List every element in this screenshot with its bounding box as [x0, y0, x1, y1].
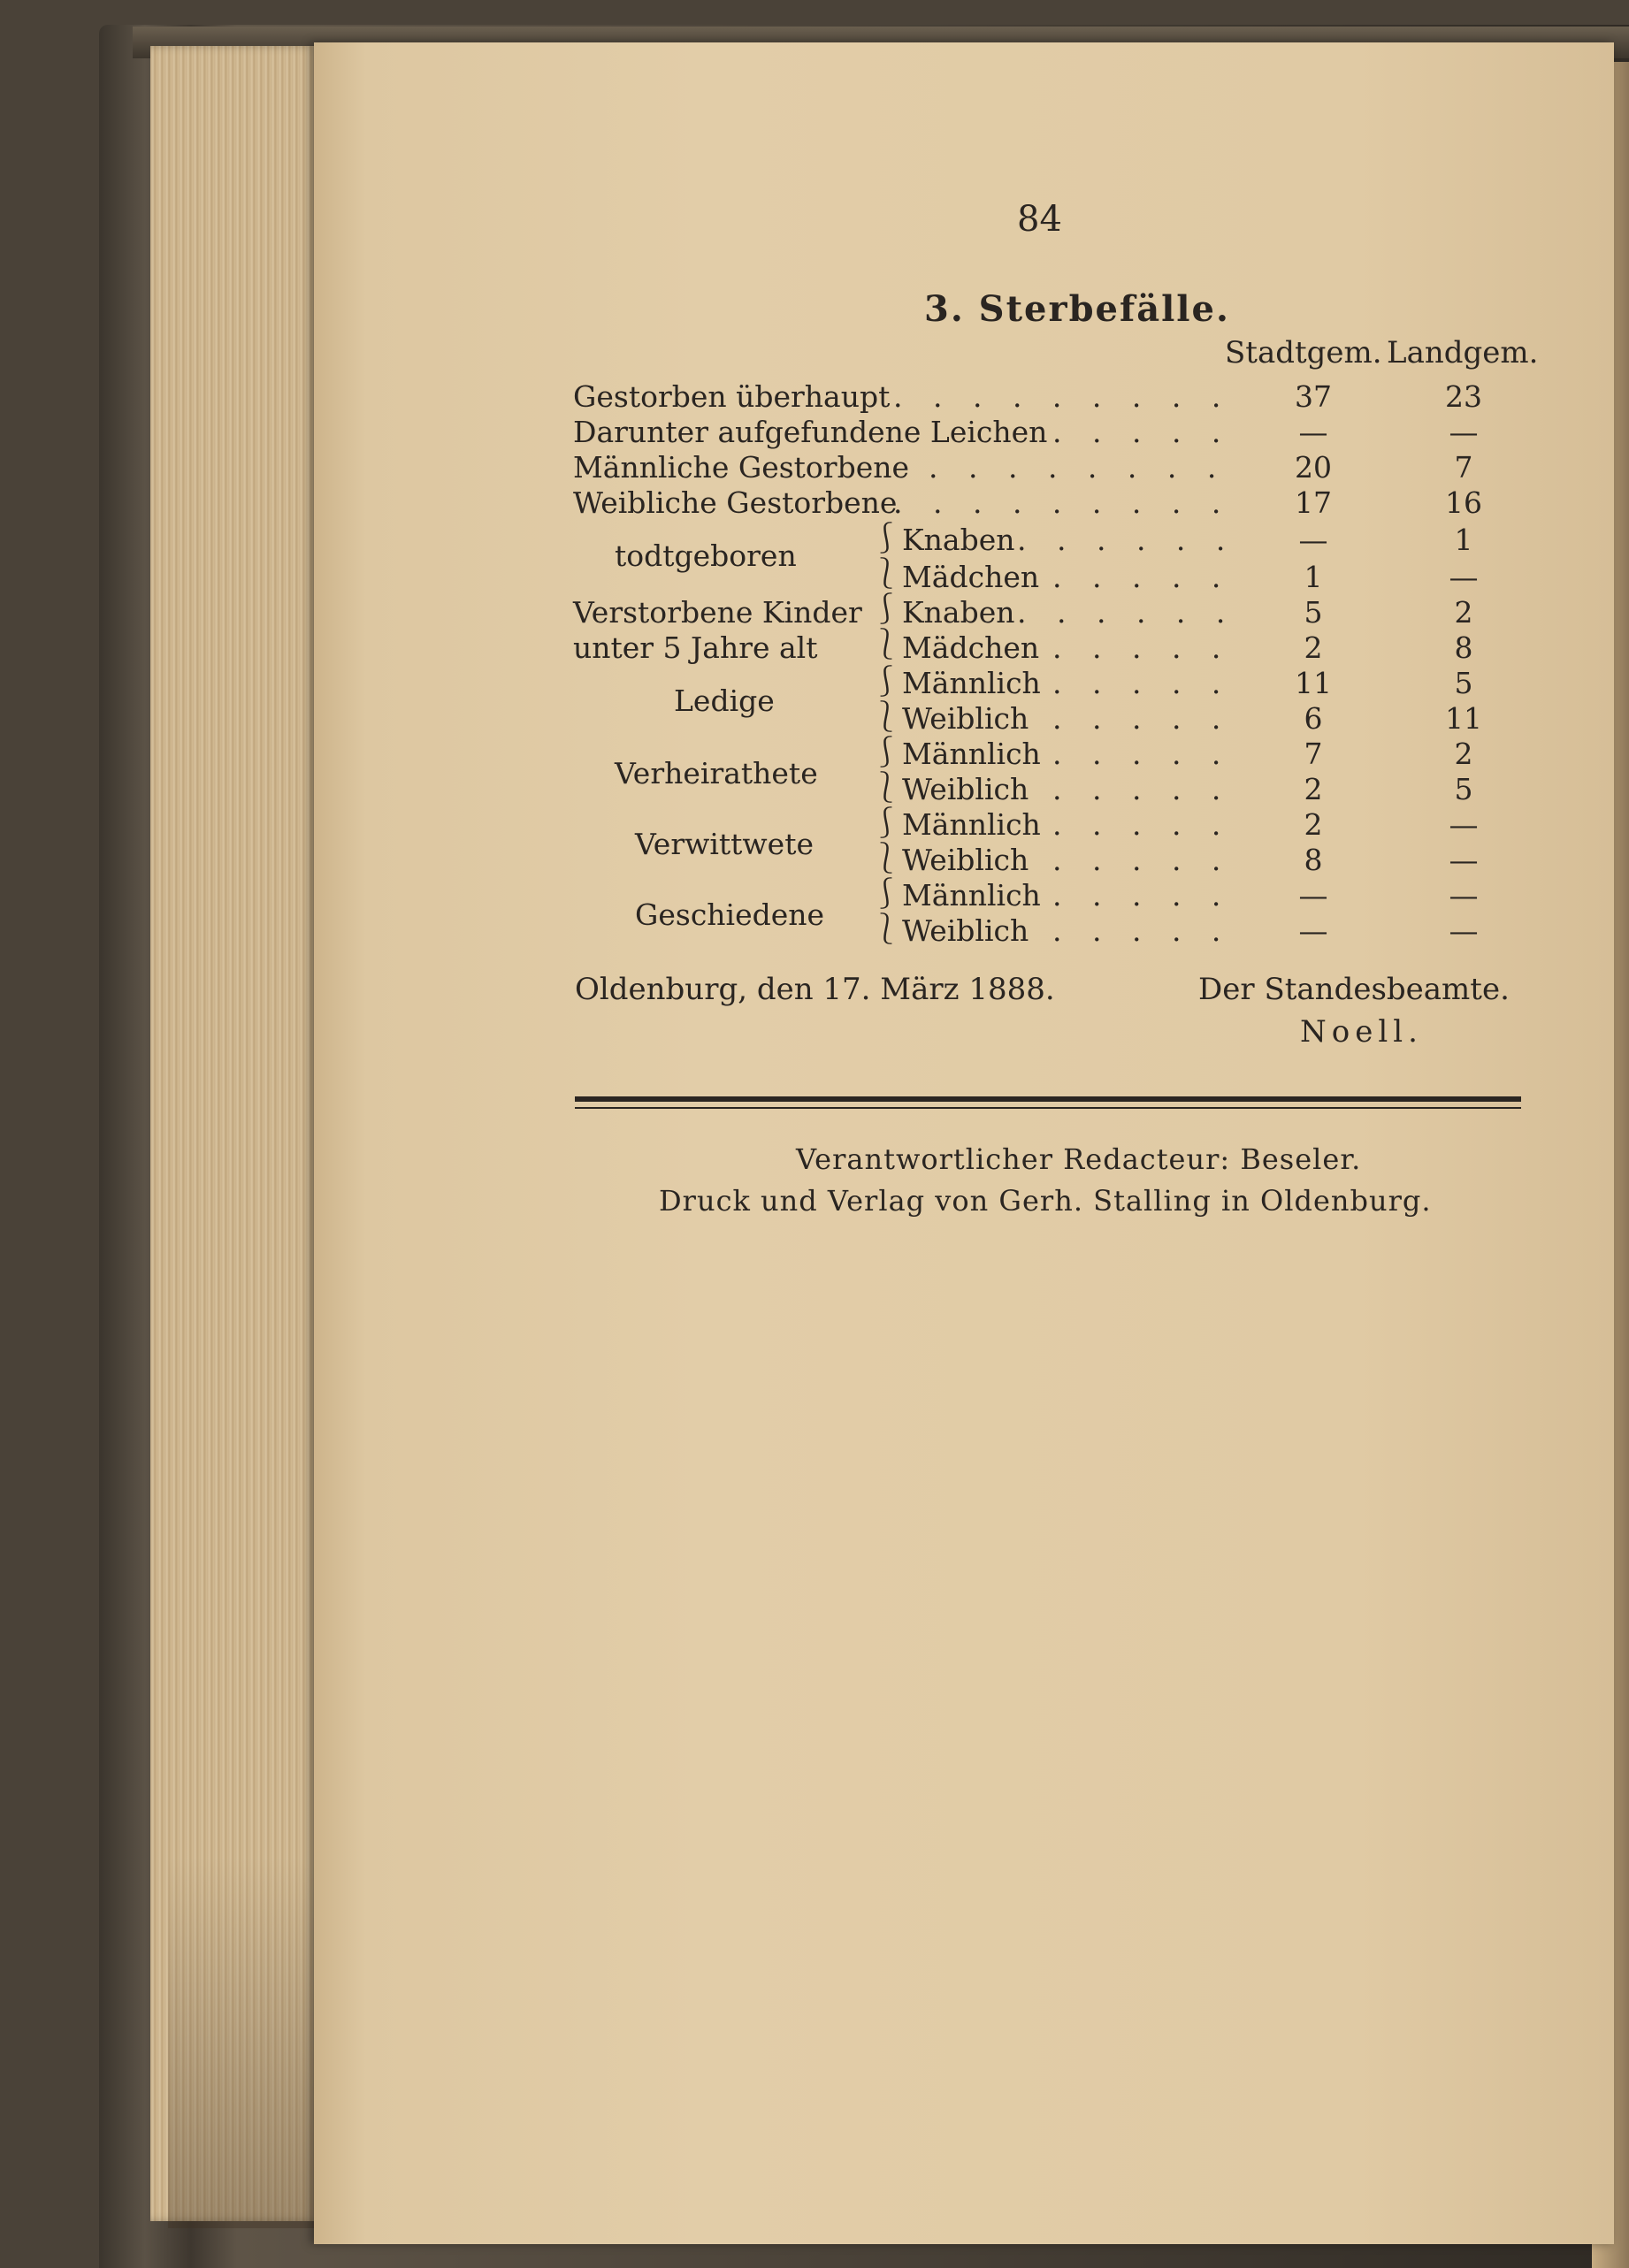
sub-label: Männlich: [902, 666, 1041, 700]
row-label: Weibliche Gestorbene: [573, 485, 898, 520]
stadt-value: 2: [1304, 630, 1323, 665]
page-number: 84: [1017, 199, 1062, 240]
land-value: 16: [1445, 485, 1482, 520]
sub-label: Männlich: [902, 807, 1041, 842]
sub-label: Weiblich: [902, 913, 1029, 948]
leader-dots: . . . . .: [1052, 772, 1232, 806]
land-value: —: [1449, 913, 1479, 948]
land-value: 5: [1454, 666, 1473, 700]
leader-dots: . . . . . .: [1017, 523, 1236, 557]
footer-printer: Druck und Verlag von Gerh. Stalling in Oldenburg.: [659, 1184, 1432, 1218]
brace-bottom: ⎱: [871, 556, 901, 592]
leader-dots: . . . . .: [1052, 560, 1232, 594]
land-value: 8: [1454, 630, 1473, 665]
land-value: 11: [1445, 701, 1482, 736]
stadt-value: 6: [1304, 701, 1323, 736]
group-label: Verheirathete: [615, 756, 818, 790]
footer-editor: Verantwortlicher Redacteur: Beseler.: [796, 1142, 1362, 1176]
stadt-value: —: [1298, 913, 1328, 948]
stadt-value: 2: [1304, 772, 1323, 806]
land-value: —: [1449, 843, 1479, 877]
leader-dots: . . . . . . . . .: [893, 485, 1232, 520]
stadt-value: —: [1298, 878, 1328, 913]
brace-bottom: ⎱: [871, 912, 901, 947]
land-value: 2: [1454, 595, 1473, 630]
leader-dots: . . . . .: [1052, 878, 1232, 913]
land-value: 1: [1454, 523, 1473, 557]
leader-dots: . . . . .: [1052, 843, 1232, 877]
signature-role: Der Standesbeamte.: [1198, 972, 1510, 1007]
stadt-value: —: [1298, 415, 1328, 449]
brace-bottom: ⎱: [871, 841, 901, 876]
land-value: 5: [1454, 772, 1473, 806]
leader-dots: . . . . . .: [1017, 595, 1236, 630]
group-label: Geschiedene: [635, 897, 825, 932]
column-header-stadt: Stadtgem.: [1225, 335, 1382, 370]
sub-label: Männlich: [902, 737, 1041, 771]
group-label: Verstorbene Kinder: [573, 595, 862, 630]
sub-label: Weiblich: [902, 701, 1029, 736]
sub-label: Weiblich: [902, 772, 1029, 806]
group-label: todtgeboren: [615, 538, 797, 573]
land-value: —: [1449, 415, 1479, 449]
land-value: 23: [1445, 379, 1482, 414]
leader-dots: . . . . .: [1052, 807, 1232, 842]
column-header-land: Landgem.: [1387, 335, 1539, 370]
stadt-value: —: [1298, 523, 1328, 557]
brace-bottom: ⎱: [871, 627, 901, 662]
page-edges-shadow: [168, 1857, 318, 2228]
row-label: Männliche Gestorbene: [573, 450, 909, 485]
stadt-value: 1: [1304, 560, 1323, 594]
brace-top: ⎰: [871, 664, 901, 699]
brace-top: ⎰: [871, 876, 901, 912]
group-label-line2: unter 5 Jahre alt: [573, 630, 818, 665]
leader-dots: . . . . . . . .: [929, 450, 1227, 485]
section-title: 3. Sterbefälle.: [924, 288, 1230, 330]
leader-dots: . . . . .: [1052, 415, 1232, 449]
stadt-value: 7: [1304, 737, 1323, 771]
brace-top: ⎰: [871, 735, 901, 770]
stadt-value: 17: [1295, 485, 1332, 520]
signature-place-date: Oldenburg, den 17. März 1888.: [575, 972, 1055, 1007]
divider-thick: [575, 1096, 1521, 1102]
land-value: 2: [1454, 737, 1473, 771]
stadt-value: 5: [1304, 595, 1323, 630]
row-label: Gestorben überhaupt: [573, 379, 891, 414]
sub-label: Knaben: [902, 595, 1015, 630]
land-value: —: [1449, 807, 1479, 842]
sub-label: Weiblich: [902, 843, 1029, 877]
brace-top: ⎰: [871, 806, 901, 841]
leader-dots: . . . . .: [1052, 630, 1232, 665]
row-label: Darunter aufgefundene Leichen: [573, 415, 1048, 449]
stadt-value: 2: [1304, 807, 1323, 842]
land-value: —: [1449, 560, 1479, 594]
land-value: 7: [1454, 450, 1473, 485]
stadt-value: 8: [1304, 843, 1323, 877]
group-label: Verwittwete: [635, 827, 814, 861]
leader-dots: . . . . .: [1052, 701, 1232, 736]
stadt-value: 37: [1295, 379, 1332, 414]
group-label: Ledige: [674, 683, 775, 718]
leader-dots: . . . . .: [1052, 737, 1232, 771]
stadt-value: 11: [1295, 666, 1332, 700]
brace-bottom: ⎱: [871, 699, 901, 735]
land-value: —: [1449, 878, 1479, 913]
divider-thin: [575, 1107, 1521, 1109]
signature-name: Noell.: [1300, 1014, 1423, 1050]
brace-top: ⎰: [871, 592, 901, 627]
sub-label: Knaben: [902, 523, 1015, 557]
leader-dots: . . . . . . . . .: [893, 379, 1232, 414]
sub-label: Männlich: [902, 878, 1041, 913]
leader-dots: . . . . .: [1052, 666, 1232, 700]
stadt-value: 20: [1295, 450, 1332, 485]
brace-bottom: ⎱: [871, 770, 901, 806]
brace-top: ⎰: [871, 521, 901, 556]
leader-dots: . . . . .: [1052, 913, 1232, 948]
sub-label: Mädchen: [902, 630, 1040, 665]
sub-label: Mädchen: [902, 560, 1040, 594]
